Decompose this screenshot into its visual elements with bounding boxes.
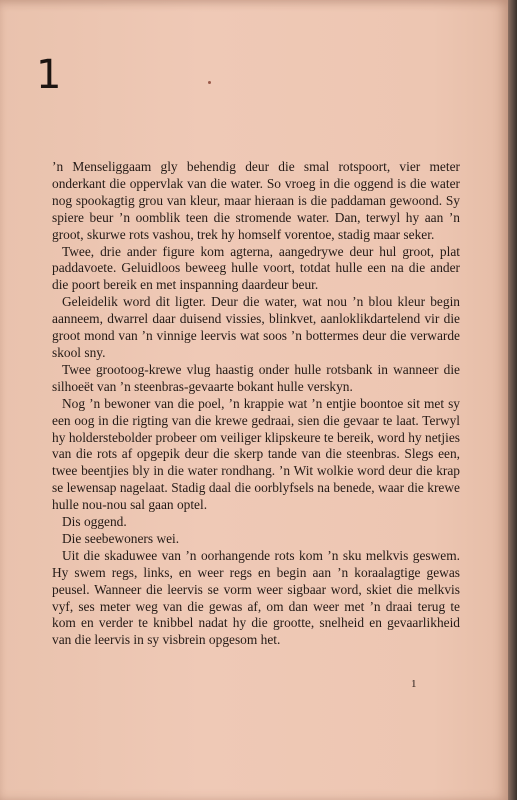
paragraph-5: Nog ’n bewoner van die poel, ’n krappie wat ’n entjie boontoe sit met sy een oog in die rigting van die krewe gedraai, sien die gevaar te laat. Terwyl hy holderstebolder probeer om veiliger klipskeure te bereik, word hy netjies van die rots af opgepik deur die skerp tande van die steenbras. Slegs een, twee beentjies bly in die water rondhang. ’n Wit wolkie word deur die krap se lewensap nagelaat. Stadig daal die oorblyfsels na benede, waar die krewe hulle nou-nou sal gaan optel.: [52, 395, 460, 513]
paragraph-8: Uit die skaduwee van ’n oorhangende rots kom ’n sku melkvis geswem. Hy swem regs, links, en weer regs en begin aan ’n koraalagtige gewas peusel. Wanneer die leervis se vorm weer sigbaar word, skiet die melkvis vyf, ses meter weg van die gewas af, om dan weer met ’n draai terug te kom en verder te knibbel nadat hy die grootte, snelheid en gevaarlikheid van die leervis in sy visbrein opgesom het.: [52, 547, 460, 648]
book-spine: [508, 0, 517, 800]
paragraph-6: Dis oggend.: [62, 514, 127, 530]
paragraph-2: Twee, drie ander figure kom agterna, aangedrywe deur hul groot, plat paddavoete. Geluidloos beweeg hulle voort, totdat hulle een na die ander die poort bereik en met inspanning daardeur beur.: [52, 243, 460, 293]
paper-speck: [208, 81, 211, 84]
chapter-number: 1: [36, 52, 62, 98]
chapter-body: [52, 159, 460, 649]
paragraph-7: Die seebewoners wei.: [62, 530, 180, 546]
paragraph-4: Twee grootoog-krewe vlug haastig onder hulle rotsbank in wanneer die silhoeët van ’n steenbras-gevaarte bokant hulle verskyn.: [52, 361, 460, 394]
page-number: 1: [411, 678, 417, 690]
paragraph-1: ’n Menseliggaam gly behendig deur die smal rotspoort, vier meter onderkant die oppervlak van die water. So vroeg in die oggend is die water nog spookagtig grou van kleur, maar hieraan is die paddaman gewoond. Sy spiere beur ’n oomblik teen die stromende water. Dan, terwyl hy aan ’n groot, skurwe rots vashou, trek hy homself vorentoe, stadig maar seker.: [52, 159, 460, 242]
paragraph-3: Geleidelik word dit ligter. Deur die water, wat nou ’n blou kleur begin aanneem, dwarrel daar duisend vissies, blinkvet, aanloklikdartelend vir die groot mond van ’n vinnige leervis wat soos ’n bottermes deur die verwarde skool sny.: [52, 294, 460, 360]
